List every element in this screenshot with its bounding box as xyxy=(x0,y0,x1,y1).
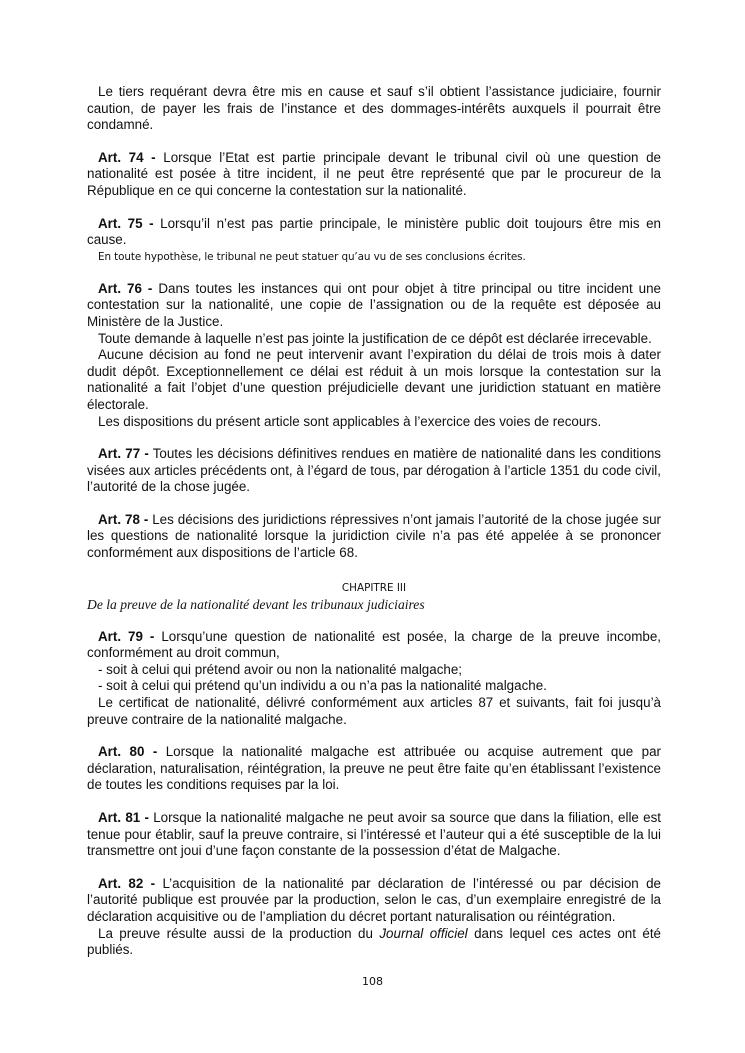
article-82 xyxy=(87,876,661,926)
article-76-paragraph-2: Toute demande à laquelle n’est pas jointe la justification de ce dépôt est déclarée irrecevable. xyxy=(98,330,652,346)
article-81-text: Lorsque la nationalité malgache ne peut avoir sa source que dans la filiation, elle est tenue pour établir, sauf la preuve contraire, si l’intéressé et l’auteur qui a été susceptible de la lui transmettre ont joui d’une façon constante de la possession d’état de Malgache. xyxy=(87,810,661,859)
article-80-label: Art. 80 - xyxy=(98,744,158,760)
page-number: 108 xyxy=(362,975,383,988)
article-79-item-2: - soit à celui qui prétend qu’un individu a ou n’a pas la nationalité malgache. xyxy=(98,678,547,694)
article-79 xyxy=(87,629,661,662)
chapter-subtitle: De la preuve de la nationalité devant les tribunaux judiciaires xyxy=(87,596,425,612)
document-page xyxy=(87,84,661,959)
article-77 xyxy=(87,446,661,496)
article-82-label: Art. 82 - xyxy=(98,875,156,891)
article-82-p2-pre: La preuve résulte aussi de la production du xyxy=(98,925,380,941)
article-76-label: Art. 76 - xyxy=(98,280,153,296)
article-80 xyxy=(87,744,661,794)
article-74-label: Art. 74 - xyxy=(98,149,156,165)
article-74 xyxy=(87,150,661,200)
article-80-text: Lorsque la nationalité malgache est attribuée ou acquise autrement que par déclaration, naturalisation, réintégration, la preuve ne peut être faite qu’en établissant l’existence de toutes les conditions requises par la loi. xyxy=(87,744,662,793)
article-82-paragraph-2 xyxy=(87,926,661,959)
article-74-text: Lorsque l’Etat est partie principale devant le tribunal civil où une question de nationalité est posée à titre incident, il ne peut être représenté que par le procureur de la République en ce qui concerne la contestation sur la nationalité. xyxy=(87,149,661,198)
article-78-text: Les décisions des juridictions répressives n’ont jamais l’autorité de la chose jugée sur les questions de nationalité lorsque la juridiction civile n’a pas été appelée à se prononcer conformément aux dispositions de l’article 68. xyxy=(87,511,661,561)
article-81 xyxy=(87,810,661,860)
article-79-label: Art. 79 - xyxy=(98,628,155,644)
paragraph-tiers: Le tiers requérant devra être mis en cause et sauf s’il obtient l’assistance judiciaire, fournir caution, de payer les frais de l’instance et des dommages-intérêts auxquels il pourrait être condamné. xyxy=(87,84,661,133)
article-76-paragraph-3: Aucune décision au fond ne peut intervenir avant l’expiration du délai de trois mois à dater dudit dépôt. Exceptionnellement ce délai est réduit à un mois lorsque la contestation sur la nationalité a fait l’objet d’une question préjudicielle devant une juridiction statuant en matière électorale. xyxy=(87,347,661,412)
article-75-text: Lorsqu’il n’est pas partie principale, le ministère public doit toujours être mis en cause. xyxy=(87,215,661,248)
article-75-label: Art. 75 - xyxy=(98,215,154,231)
article-79-text: Lorsqu’une question de nationalité est posée, la charge de la preuve incombe, conformément au droit commun, xyxy=(87,628,661,661)
article-81-label: Art. 81 - xyxy=(98,810,149,825)
article-75-note: En toute hypothèse, le tribunal ne peut statuer qu’au vu de ses conclusions écrites. xyxy=(98,250,526,263)
article-78-label: Art. 78 - xyxy=(98,511,149,527)
article-75 xyxy=(87,216,661,249)
article-76-paragraph-4: Les dispositions du présent article sont applicables à l’exercice des voies de recours. xyxy=(98,413,602,429)
article-82-text: L’acquisition de la nationalité par déclaration de l’intéressé ou par décision de l’autorité publique est prouvée par la production, selon le cas, d’un exemplaire enregistré de la déclaration acquisitive ou de l’ampliation du décret portant naturalisation ou réintégration. xyxy=(87,875,661,924)
article-77-text: Toutes les décisions définitives rendues en matière de nationalité dans les conditions visées aux articles précédents ont, à l’égard de tous, par dérogation à l’article 1351 du code civil, l’autorité de la chose jugée. xyxy=(87,446,661,495)
article-82-p2-post: dans lequel ces actes ont été publiés. xyxy=(87,925,661,958)
article-78 xyxy=(87,512,661,562)
article-79-paragraph-2: Le certificat de nationalité, délivré conformément aux articles 87 et suivants, fait foi jusqu’à preuve contraire de la nationalité malgache. xyxy=(87,695,661,727)
article-76-text: Dans toutes les instances qui ont pour objet à titre principal ou titre incident une contestation sur la nationalité, une copie de l’assignation ou de la requête est déposée au Ministère de la Justice. xyxy=(87,280,661,329)
article-77-label: Art. 77 - xyxy=(98,446,149,462)
article-79-item-1: - soit à celui qui prétend avoir ou non la nationalité malgache; xyxy=(98,661,463,677)
journal-officiel-title: Journal officiel xyxy=(379,925,468,941)
chapter-title: CHAPITRE III xyxy=(341,581,407,594)
article-76 xyxy=(87,281,661,331)
